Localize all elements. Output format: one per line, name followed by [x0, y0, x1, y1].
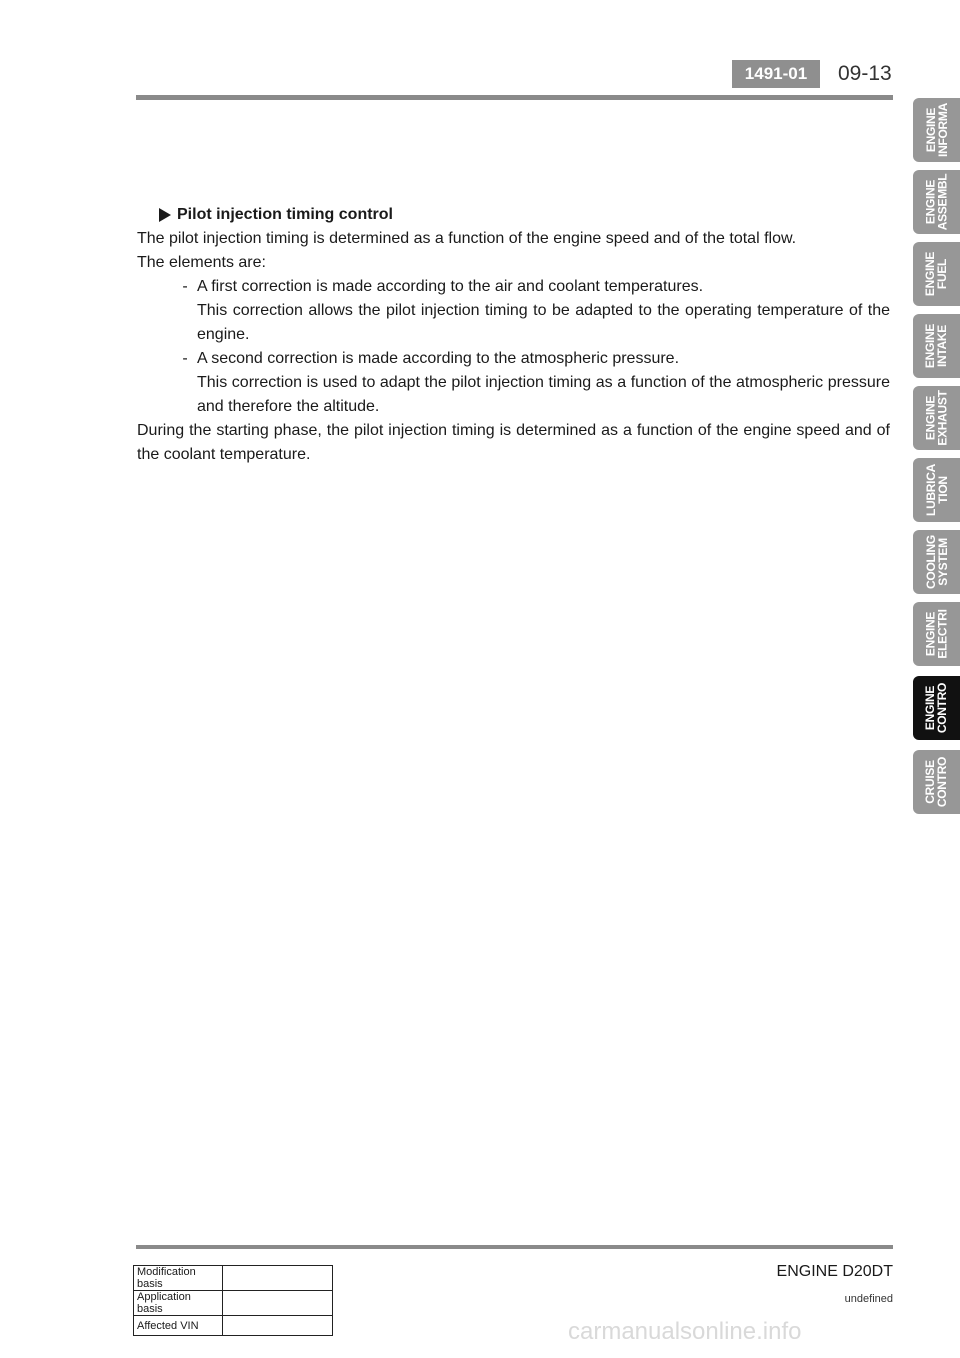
modification-table [133, 1265, 333, 1336]
header-rule [136, 95, 893, 100]
bullet-detail: This correction is used to adapt the pilot injection timing as a function of the atmospheric pressure and therefore the altitude. [197, 374, 890, 415]
tab-label: CRUISE CONTRO [923, 756, 950, 808]
table-row [134, 1266, 333, 1291]
table-value [223, 1266, 333, 1291]
tab-lubrication[interactable] [913, 458, 960, 522]
triangle-bullet-icon [159, 208, 171, 222]
tab-label: COOLING SYSTEM [923, 535, 950, 589]
tab-label: ENGINE ELECTRI [923, 609, 950, 659]
table-label: Affected VIN [134, 1316, 223, 1336]
dash-marker: - [182, 278, 188, 295]
tab-cooling-system[interactable] [913, 530, 960, 594]
tab-engine-exhaust[interactable] [913, 386, 960, 450]
closing-paragraph: During the starting phase, the pilot injection timing is determined as a function of the engine speed and of the coolant temperature. [137, 422, 890, 463]
table-value [223, 1316, 333, 1336]
table-row [134, 1291, 333, 1316]
footer-rule [136, 1245, 893, 1249]
tab-label: ENGINE INTAKE [923, 323, 950, 369]
document-code-badge: 1491-01 [732, 60, 820, 88]
table-label: Modification basis [134, 1266, 223, 1291]
bullet-item [173, 347, 890, 371]
bullet-text: A second correction is made according to the atmospheric pressure. [197, 350, 680, 367]
bullet-text: A first correction is made according to the air and coolant temperatures. [197, 278, 704, 295]
page-number: 09-13 [838, 62, 892, 85]
table-label: Application basis [134, 1291, 223, 1316]
main-content [137, 203, 890, 467]
footer-title: ENGINE D20DT [776, 1263, 893, 1280]
tab-label: ENGINE INFORMA [923, 103, 950, 157]
section-title [159, 203, 890, 227]
watermark: carmanualsonline.info [568, 1318, 802, 1345]
dash-marker: - [182, 350, 188, 367]
table-value [223, 1291, 333, 1316]
tab-label: ENGINE FUEL [923, 251, 950, 297]
bullet-item [173, 275, 890, 299]
bullet-detail: This correction allows the pilot injection timing to be adapted to the operating temperature of the engine. [197, 302, 890, 343]
tab-engine-electrical[interactable] [913, 602, 960, 666]
tab-label: ENGINE EXHAUST [923, 390, 950, 446]
tab-engine-fuel[interactable] [913, 242, 960, 306]
tab-engine-assembly[interactable] [913, 170, 960, 234]
tab-label: LUBRICA TION [923, 464, 950, 516]
intro-paragraph: The pilot injection timing is determined as a function of the engine speed and of the total flow. [137, 230, 797, 247]
elements-label: The elements are: [137, 254, 266, 271]
tab-engine-control[interactable] [913, 676, 960, 740]
footer-subtitle: undefined [844, 1293, 893, 1305]
tab-cruise-control[interactable] [913, 750, 960, 814]
tab-label: ENGINE ASSEMBL [923, 173, 950, 231]
table-row [134, 1316, 333, 1336]
tab-label: ENGINE CONTRO [923, 682, 950, 734]
section-title-text: Pilot injection timing control [177, 206, 393, 223]
tab-engine-intake[interactable] [913, 314, 960, 378]
tab-engine-information[interactable] [913, 98, 960, 162]
